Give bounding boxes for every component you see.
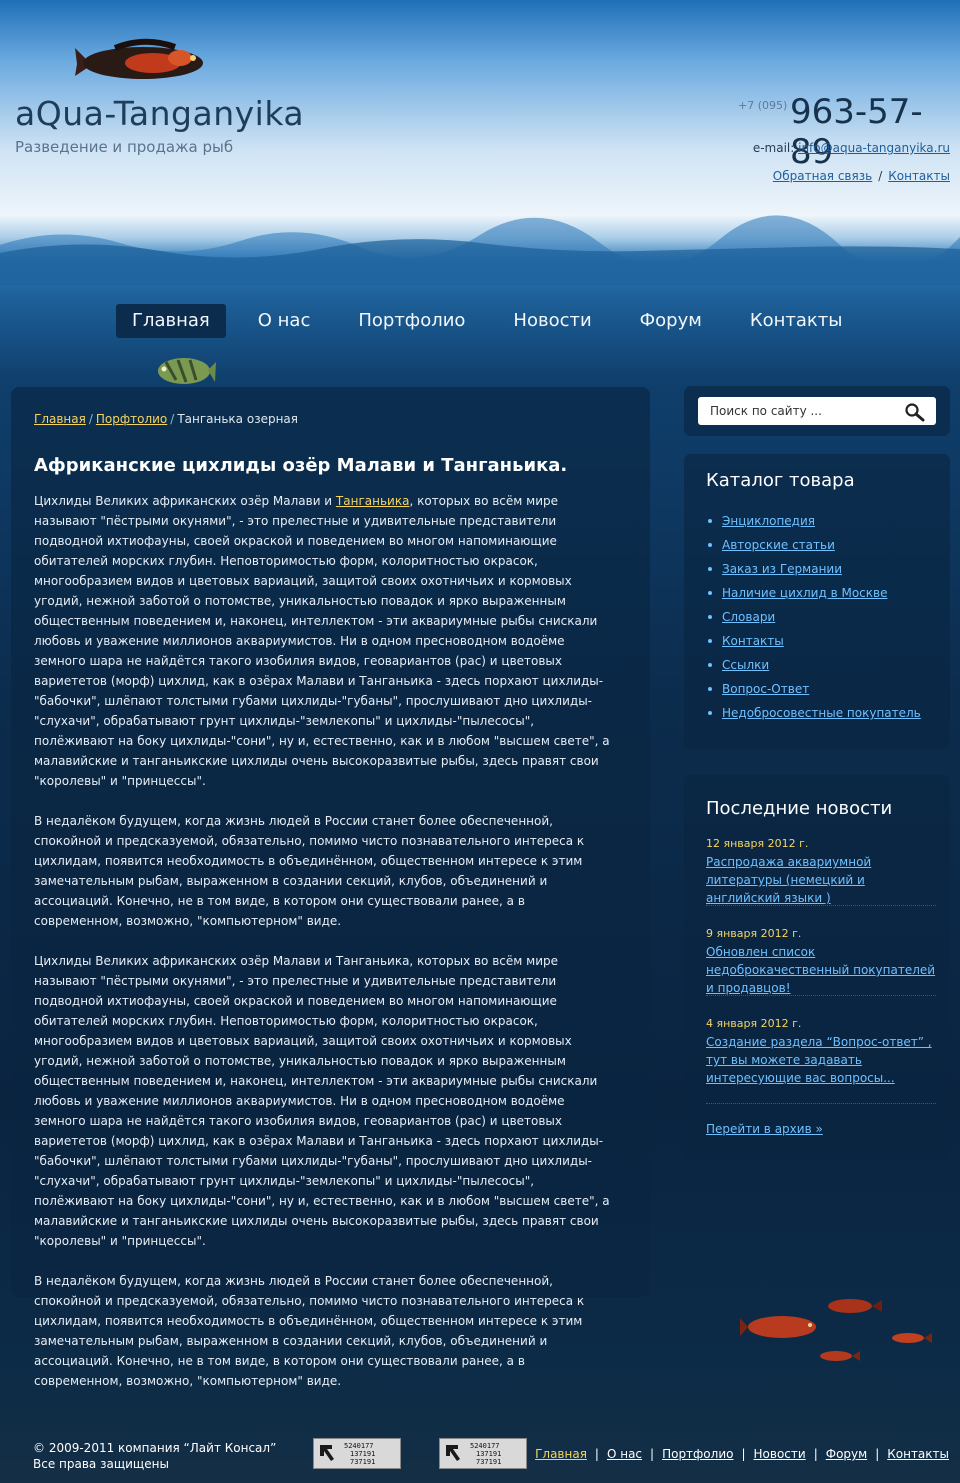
catalog-item[interactable] <box>708 701 921 725</box>
catalog-title: Каталог товара <box>706 470 855 491</box>
catalog-link[interactable]: Недобросовестные покупатель <box>722 706 921 720</box>
catalog-link[interactable]: Словари <box>722 610 776 624</box>
phone-prefix: +7 (095) <box>738 99 788 112</box>
article-body <box>34 491 616 1411</box>
catalog-link[interactable]: Ссылки <box>722 658 770 672</box>
footer-nav-separator: | <box>875 1447 880 1461</box>
news-item <box>706 1015 936 1087</box>
news-archive-link[interactable]: Перейти в архив » <box>706 1122 823 1136</box>
header-links-separator: / <box>878 169 883 183</box>
news-date: 4 января 2012 г. <box>706 1017 802 1030</box>
site-logo[interactable]: aQua-Tanganyika <box>15 94 305 133</box>
fish-decoration-icon <box>75 38 225 88</box>
catalog-item[interactable] <box>708 509 921 533</box>
counter-value: 5240177 <box>344 1442 374 1450</box>
nav-item-portfolio[interactable]: Портфолио <box>358 310 466 331</box>
footer-nav-separator: | <box>650 1447 655 1461</box>
news-item <box>706 835 936 907</box>
breadcrumb <box>34 412 298 426</box>
footer-nav-home[interactable]: Главная <box>535 1447 587 1461</box>
counter-badge[interactable] <box>439 1438 527 1469</box>
breadcrumb-portfolio[interactable]: Порфтолио <box>95 412 168 426</box>
nav-item-news[interactable]: Новости <box>513 310 592 331</box>
catalog-item[interactable] <box>708 581 921 605</box>
search-input[interactable] <box>698 397 936 425</box>
small-fish-icon <box>152 350 216 392</box>
footer-nav-separator: | <box>594 1447 599 1461</box>
counter-graphic <box>440 1439 526 1468</box>
counter-value: 737191 <box>476 1458 502 1466</box>
catalog-link[interactable]: Наличие цихлид в Москве <box>722 586 888 600</box>
copyright-line: © 2009-2011 компания “Лайт Консал” <box>33 1441 277 1455</box>
article-text: , которых во всём мире называют "пёстрыми окунями", - это прелестные и удивительные представители подводной ихтиофауны, своей окраской и поведением во многом напоминающие обитателей морских глубин. Неповторимостью форм, колоритностью окрасок, многообразием видов и цветовых вариаций, защитой своих охотничьих и кормовых угодий, нежной заботой о потомстве, уникальностью повадок и ярко выраженным общественным поведением и, наконец, интеллектом - эти аквариумные рыбы снискали любовь и уважение миллионов аквариумистов. Ни в одном пресноводном водоёме земного шара не найдётся такого изобилия видов, геовариантов (рас) и цветовых вариететов (морф) цихлид, как в озёрах Малави и Танганьика - здесь порхают цихлиды-"бабочки", шлёпают толстыми губами цихлиды-"губаны", прослушивают дно цихлиды-"слухачи", обрабатывают грунт цихлиды-"землекопы" и цихлиды-"пылесосы", полёживают на боку цихлиды-"сони", ну и, естественно, как и в любом "высшем свете", а малавийские и танганьикские цихлиды очень высокоразвитые рыбы, здесь правят свои "королевы" и "принцессы". <box>34 494 610 788</box>
footer-nav-separator: | <box>813 1447 818 1461</box>
search-box <box>684 386 950 436</box>
news-divider <box>706 905 936 906</box>
phone-number: 963-57-89 <box>790 92 923 172</box>
catalog-list <box>708 509 921 725</box>
catalog-link[interactable]: Энциклопедия <box>722 514 815 528</box>
fish-school-decoration <box>740 1290 940 1370</box>
article-paragraph: В недалёком будущем, когда жизнь людей в России станет более обеспеченной, спокойной и предсказуемой, обязательно, помимо чисто познавательного интереса к цихлидам, появится необходимость в объединённом, общественном интересе к этим замечательным рыбам, выраженном в создании секций, клубов, объединений и ассоциаций. Конечно, не в том виде, в котором они существовали ранее, а в современном, возможно, "компьютерном" виде. <box>34 814 585 928</box>
tanganyika-link[interactable]: Танганьика <box>335 494 410 508</box>
feedback-link[interactable]: Обратная связь <box>772 169 873 183</box>
footer-nav-separator: | <box>741 1447 746 1461</box>
water-wave-decoration <box>0 205 960 285</box>
nav-item-forum[interactable]: Форум <box>639 310 702 331</box>
article-paragraph <box>34 491 616 791</box>
email-link[interactable]: info@aqua-tanganyika.ru <box>798 141 950 155</box>
catalog-panel <box>684 454 950 749</box>
counter-value: 5240177 <box>470 1442 500 1450</box>
header-links <box>773 169 950 183</box>
email-label: e-mail: <box>752 141 795 155</box>
footer-nav-portfolio[interactable]: Портфолио <box>662 1447 734 1461</box>
breadcrumb-separator: / <box>88 412 93 426</box>
counter-value: 737191 <box>350 1458 376 1466</box>
breadcrumb-separator: / <box>170 412 175 426</box>
news-link[interactable]: Обновлен список недоброкачественный покупателей и продавцов! <box>706 945 936 995</box>
counter-value: 137191 <box>476 1450 502 1458</box>
main-content-panel <box>11 387 650 1388</box>
catalog-link[interactable]: Вопрос-Ответ <box>722 682 810 696</box>
counter-graphic <box>314 1439 400 1468</box>
article-paragraph: Цихлиды Великих африканских озёр Малави и Танганьика, которых во всём мире называют "пёстрыми окунями", - это прелестные и удивительные представители подводной ихтиофауны, своей окраской и поведением во многом напоминающие обитателей морских глубин. Неповторимостью форм, колоритностью окрасок, многообразием видов и цветовых вариаций, защитой своих охотничьих и кормовых угодий, нежной заботой о потомстве, уникальностью повадок и ярко выраженным общественным поведением и, наконец, интеллектом - эти аквариумные рыбы снискали любовь и уважение миллионов аквариумистов. Ни в одном пресноводном водоёме земного шара не найдётся такого изобилия видов, геовариантов (рас) и цветовых вариететов (морф) цихлид, как в озёрах Малави и Танганьика - здесь порхают цихлиды-"бабочки", шлёпают толстыми губами цихлиды-"губаны", прослушивают дно цихлиды-"слухачи", обрабатывают грунт цихлиды-"землекопы" и цихлиды-"пылесосы", полёживают на боку цихлиды-"сони", ну и, естественно, как и в любом "высшем свете", а малавийские и танганьикские цихлиды очень высокоразвитые рыбы, здесь правят свои "королевы" и "принцессы". <box>34 954 610 1248</box>
catalog-item[interactable] <box>708 557 921 581</box>
footer-nav-contacts[interactable]: Контакты <box>887 1447 949 1461</box>
news-title: Последние новости <box>706 798 893 819</box>
catalog-link[interactable]: Контакты <box>722 634 784 648</box>
nav-item-home[interactable]: Главная <box>116 304 226 338</box>
nav-item-contacts[interactable]: Контакты <box>749 310 843 331</box>
footer-nav-about[interactable]: О нас <box>606 1447 643 1461</box>
search-icon[interactable] <box>904 402 926 422</box>
breadcrumb-home[interactable]: Главная <box>34 412 86 426</box>
contacts-link[interactable]: Контакты <box>888 169 950 183</box>
catalog-item[interactable] <box>708 533 921 557</box>
copyright-line: Все права защищены <box>33 1457 169 1471</box>
news-link[interactable]: Создание раздела “Вопрос-ответ” , тут вы можете задавать интересующие вас вопросы... <box>706 1035 932 1085</box>
news-date: 12 января 2012 г. <box>706 837 809 850</box>
catalog-link[interactable]: Заказ из Германии <box>722 562 843 576</box>
breadcrumb-current: Танганька озерная <box>177 412 298 426</box>
news-divider <box>706 1103 936 1104</box>
nav-item-about[interactable]: О нас <box>257 310 311 331</box>
news-item <box>706 925 936 997</box>
footer-nav <box>535 1447 949 1461</box>
catalog-item[interactable] <box>708 677 921 701</box>
counter-value: 137191 <box>350 1450 376 1458</box>
catalog-item[interactable] <box>708 605 921 629</box>
footer-nav-news[interactable]: Новости <box>753 1447 806 1461</box>
counter-badge[interactable] <box>313 1438 401 1469</box>
news-link[interactable]: Распродажа аквариумной литературы (немецкий и английский языки ) <box>706 855 872 905</box>
news-panel <box>684 775 950 1160</box>
catalog-item[interactable] <box>708 653 921 677</box>
article-paragraph: В недалёком будущем, когда жизнь людей в России станет более обеспеченной, спокойной и предсказуемой, обязательно, помимо чисто познавательного интереса к цихлидам, появится необходимость в объединённом, общественном интересе к этим замечательным рыбам, выраженном в создании секций, клубов, объединений и ассоциаций. Конечно, не в том виде, в котором они существовали ранее, а в современном, возможно, "компьютерном" виде. <box>34 1274 585 1388</box>
news-date: 9 января 2012 г. <box>706 927 802 940</box>
news-divider <box>706 995 936 996</box>
copyright <box>33 1440 276 1472</box>
catalog-link[interactable]: Авторские статьи <box>722 538 835 552</box>
page-title: Африканские цихлиды озёр Малави и Танганьика. <box>34 455 568 476</box>
main-nav <box>116 304 875 338</box>
site-tagline: Разведение и продажа рыб <box>15 138 234 156</box>
email-row <box>753 141 950 155</box>
footer-nav-forum[interactable]: Форум <box>825 1447 868 1461</box>
article-text: Цихлиды Великих африканских озёр Малави и <box>34 494 336 508</box>
catalog-item[interactable] <box>708 629 921 653</box>
